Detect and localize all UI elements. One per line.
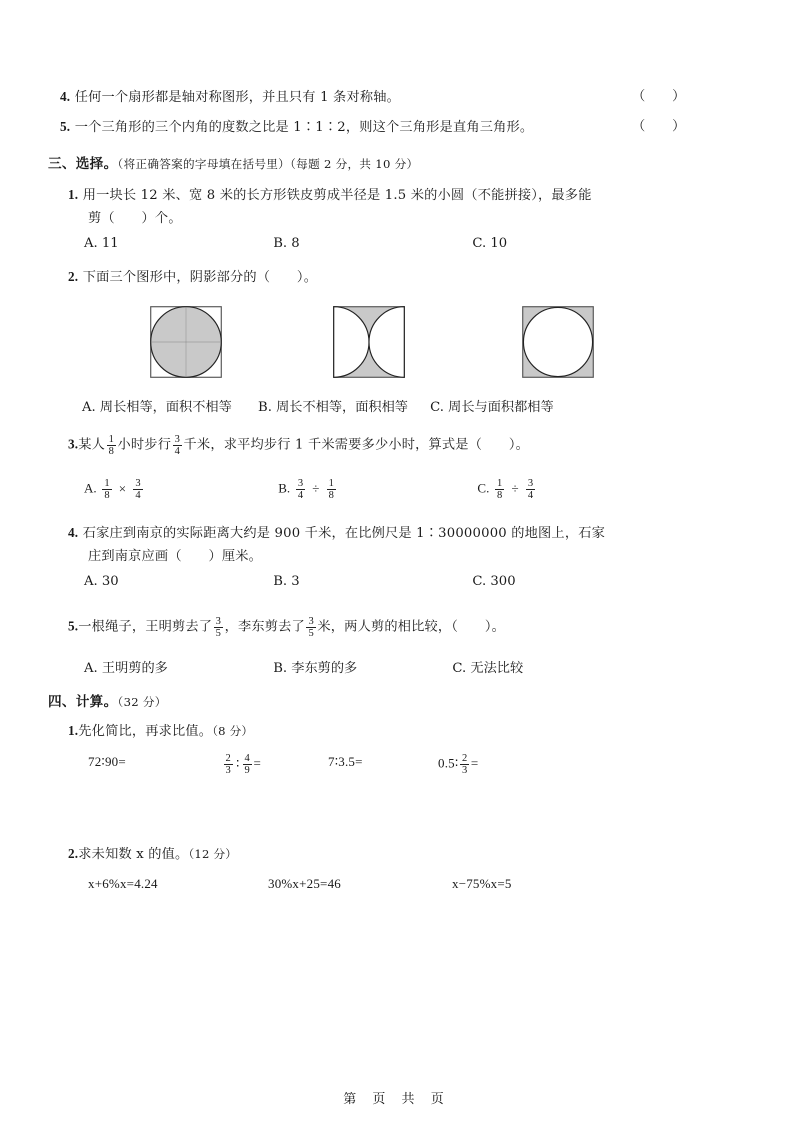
choice-q5-fraction-2: $\frac{3}{5}$ <box>308 616 314 640</box>
calc-item-2-equals: = <box>253 755 262 771</box>
calc-task-1-text: 先化简比，再求比值。 <box>78 724 213 739</box>
calc-item-4-lead: 0.5∶ <box>438 755 459 771</box>
choice-q5-option-c[interactable]: C. 无法比较 <box>452 661 524 676</box>
choice-question-1-line1 <box>68 186 592 205</box>
choice-q3-option-c-fraction-2: $\frac{3}{4}$ <box>527 478 534 502</box>
calc-equation-3[interactable]: x−75%x=5 <box>452 876 512 891</box>
judgement-q5-number: 5. <box>60 119 71 134</box>
judgement-question-5 <box>60 118 533 137</box>
choice-q3-part3[interactable]: 千米，求平均步行 1 千米需要多少小时，算式是（ ）。 <box>183 437 530 453</box>
choice-question-5 <box>68 616 505 640</box>
calc-item-2-fraction-2: $\frac{4}{9}$ <box>244 753 250 777</box>
calc-task-1-item-1[interactable] <box>88 753 126 771</box>
section-four-note: （32 分） <box>117 695 167 709</box>
calc-item-3-expression: 7∶3.5= <box>328 754 363 769</box>
choice-q3-option-a[interactable] <box>84 478 274 502</box>
choice-q1-option-b[interactable]: B. 8 <box>273 236 300 251</box>
choice-q3-option-b-label: B. <box>278 480 291 496</box>
choice-q3-fraction-three-quarters: $\frac{3}{4}$ <box>174 434 181 458</box>
judgement-q5-text: 一个三角形的三个内角的度数之比是 1∶1∶2，则这个三角形是直角三角形。 <box>74 120 534 135</box>
judgement-q5-bracket[interactable]: （ ） <box>632 119 686 134</box>
choice-q2-option-a[interactable]: A. 周长相等，面积不相等 <box>82 400 232 415</box>
choice-q3-option-c-label: C. <box>477 480 490 496</box>
choice-q3-part2: 小时步行 <box>117 437 172 453</box>
calc-task-2-text: 求未知数 x 的值。 <box>78 847 189 862</box>
choice-q2-option-b[interactable]: B. 周长不相等，面积相等 <box>258 400 408 415</box>
calc-task-1-number: 1. <box>68 723 79 738</box>
choice-question-3 <box>68 434 529 458</box>
choice-q2-number: 2. <box>68 269 79 284</box>
choice-q2-options <box>82 396 554 415</box>
choice-question-4-line1 <box>68 524 605 543</box>
calc-item-4-fraction: $\frac{2}{3}$ <box>461 753 468 777</box>
choice-q4-option-b[interactable]: B. 3 <box>273 574 300 589</box>
section-four-title: 四、计算。 <box>48 694 118 710</box>
figure-square-with-inscribed-circle <box>522 306 594 378</box>
judgement-q4-bracket[interactable]: （ ） <box>632 89 686 104</box>
choice-q1-option-c[interactable]: C. 10 <box>472 236 508 251</box>
choice-q3-option-a-fraction-1: $\frac{1}{8}$ <box>104 478 110 502</box>
choice-q1-text-line2[interactable]: 剪（ ）个。 <box>88 211 182 226</box>
choice-q1-text-line1: 用一块长 12 米、宽 8 米的长方形铁皮剪成半径是 1.5 米的小圆（不能拼接），最多能 <box>82 188 592 203</box>
section-three-note: （将正确答案的字母填在括号里）（每题 2 分，共 10 分） <box>117 157 419 171</box>
choice-q3-options <box>84 478 537 502</box>
choice-q5-options <box>84 657 523 676</box>
calc-equation-1[interactable]: x+6%x=4.24 <box>88 876 158 891</box>
choice-q3-option-a-fraction-2: $\frac{3}{4}$ <box>135 478 141 502</box>
judgement-q4-text: 任何一个扇形都是轴对称图形，并且只有 1 条对称轴。 <box>74 90 400 105</box>
choice-q1-option-a[interactable]: A. 11 <box>84 236 119 251</box>
choice-q5-option-a[interactable]: A. 王明剪的多 <box>84 661 168 676</box>
choice-q3-option-b-fraction-1: $\frac{3}{4}$ <box>297 478 304 502</box>
choice-q3-option-b-fraction-2: $\frac{1}{8}$ <box>328 478 334 502</box>
calc-equation-2[interactable]: 30%x+25=46 <box>268 876 341 891</box>
page-footer: 第 页 共 页 <box>343 1092 450 1107</box>
choice-q4-text-line2[interactable]: 庄到南京应画（ ）厘米。 <box>88 549 263 564</box>
choice-q3-option-a-operator: × <box>118 480 127 496</box>
choice-q2-option-c[interactable]: C. 周长与面积都相等 <box>430 400 554 415</box>
calc-item-4-equals: = <box>470 755 479 771</box>
figure-square-with-two-side-semicircles <box>333 306 405 378</box>
choice-q3-option-c[interactable] <box>477 478 536 502</box>
choice-q3-option-b[interactable] <box>278 478 473 502</box>
calc-task-1-prompt <box>68 722 253 741</box>
calc-item-2-fraction-1: $\frac{2}{3}$ <box>225 753 231 777</box>
choice-q5-part1: 一根绳子，王明剪去了 <box>78 619 213 635</box>
calc-task-1-item-2[interactable] <box>222 753 261 777</box>
choice-q4-option-c[interactable]: C. 300 <box>472 574 516 589</box>
calc-task-1-item-4[interactable] <box>438 753 478 777</box>
choice-q5-part2: ，李东剪去了 <box>224 619 305 635</box>
choice-q4-text-line1: 石家庄到南京的实际距离大约是 900 千米，在比例尺是 1∶30000000 的地图上，石家 <box>82 526 605 541</box>
choice-q5-fraction-1: $\frac{3}{5}$ <box>215 616 222 640</box>
calc-task-2-number: 2. <box>68 846 79 861</box>
calc-item-2-separator: ∶ <box>235 755 240 771</box>
choice-question-2-line1 <box>68 268 317 287</box>
calc-task-2-prompt <box>68 845 237 864</box>
calc-task-1-item-3[interactable] <box>328 753 363 771</box>
calc-task-1-points: （8 分） <box>212 724 254 738</box>
choice-q1-options <box>84 236 507 251</box>
choice-q3-option-b-operator: ÷ <box>312 480 320 496</box>
section-three-title: 三、选择。 <box>48 156 118 172</box>
figure-square-with-four-corner-arcs <box>150 306 222 378</box>
choice-q2-text[interactable]: 下面三个图形中，阴影部分的（ ）。 <box>82 270 318 285</box>
judgement-q4-number: 4. <box>60 89 71 104</box>
choice-q4-number: 4. <box>68 525 79 540</box>
section-four-heading <box>48 690 167 710</box>
choice-q3-fraction-one-eighth: $\frac{1}{8}$ <box>108 434 115 458</box>
choice-q3-option-c-fraction-1: $\frac{1}{8}$ <box>497 478 503 502</box>
choice-q4-option-a[interactable]: A. 30 <box>84 574 119 589</box>
choice-q5-number: 5. <box>68 618 79 634</box>
choice-q5-part3[interactable]: 米，两人剪的相比较，（ ）。 <box>317 619 506 635</box>
choice-q1-number: 1. <box>68 187 79 202</box>
choice-q3-part1: 某人 <box>78 437 106 453</box>
choice-q3-number: 3. <box>68 436 79 452</box>
calc-item-1-expression: 72∶90= <box>88 754 126 769</box>
section-three-heading <box>48 152 418 172</box>
judgement-question-4 <box>60 88 400 107</box>
choice-q3-option-c-operator: ÷ <box>511 480 519 496</box>
choice-q4-options <box>84 574 516 589</box>
choice-q3-option-a-label: A. <box>84 480 97 496</box>
choice-q5-option-b[interactable]: B. 李东剪的多 <box>273 661 358 676</box>
calc-task-2-points: （12 分） <box>188 847 238 861</box>
